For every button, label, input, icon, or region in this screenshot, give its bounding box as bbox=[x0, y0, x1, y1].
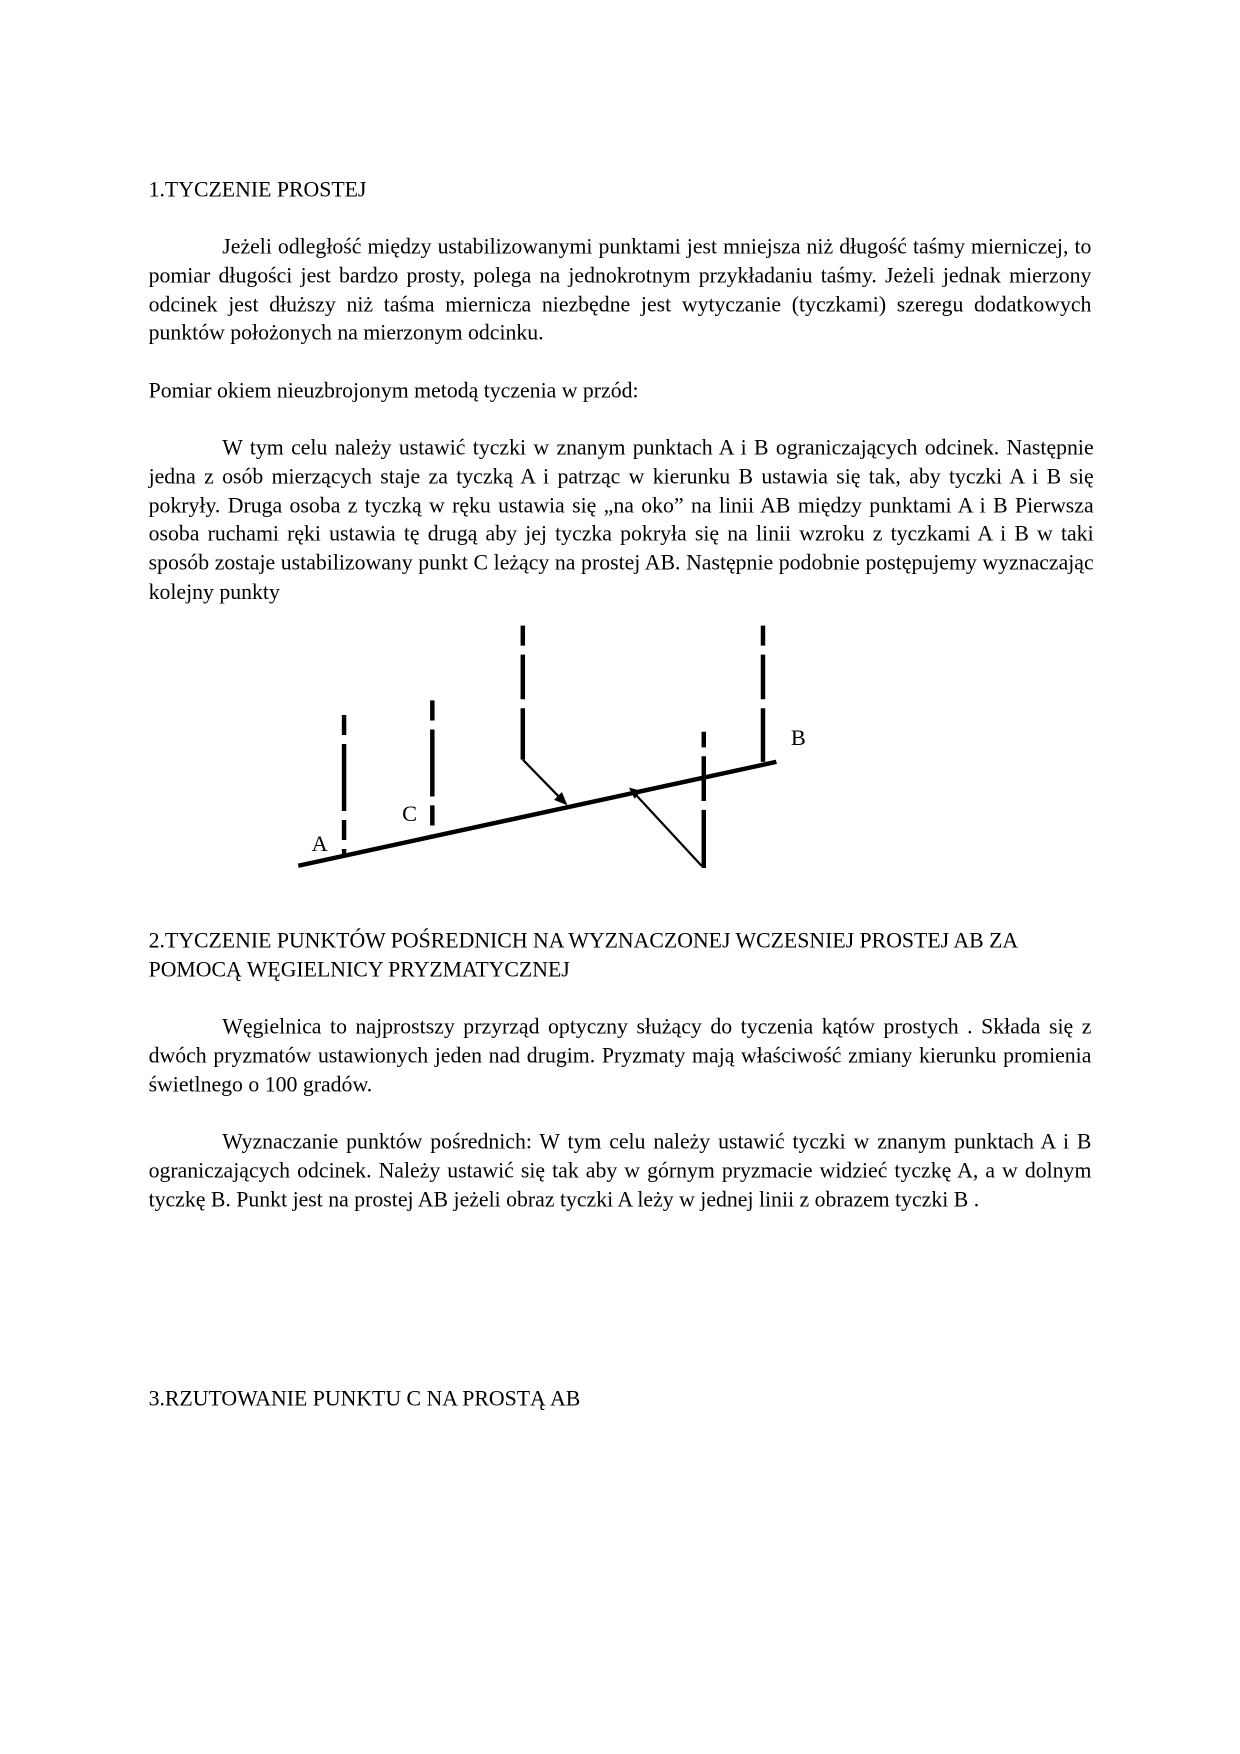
section1-paragraph2: W tym celu należy ustawić tyczki w znanym punktach A i B ograniczających odcinek. Następnie jedna z osób mierzących staje za tyczką A i patrząc w kierunku B ustawia się tak, aby tyczki A i B się pokryły. Druga osoba z tyczką w ręku ustawia się „na oko” na linii AB między punktami A i B Pierwsza osoba ruchami ręki ustawia tę drugą aby jej tyczka pokryła się na linii wzroku z tyczkami A i B w taki sposób zostaje ustabilizowany punkt C leżący na prostej AB. Następnie podobnie postępujemy wyznaczając kolejny punkty bbox=[148, 436, 1094, 605]
section1-subheading: Pomiar okiem nieuzbrojonym metodą tyczenia w przód: bbox=[148, 379, 639, 404]
label-a: A bbox=[311, 831, 328, 857]
section2-heading: 2.TYCZENIE PUNKTÓW POŚREDNICH NA WYZNACZONEJ WCZESNIEJ PROSTEJ AB ZA POMOCĄ WĘGIELNICY PRYZMATYCZNEJ bbox=[148, 929, 1017, 982]
section2-paragraph1: Węgielnica to najprostszy przyrząd optyczny służący do tyczenia kątów prostych . Składa się z dwóch pryzmatów ustawionych jeden nad drugim. Pryzmaty mają właściwość zmiany kierunku promienia świetlnego o 100 gradów. bbox=[148, 1015, 1092, 1097]
section3-heading: 3.RZUTOWANIE PUNKTU C NA PROSTĄ AB bbox=[148, 1387, 581, 1411]
arrow-line-1 bbox=[523, 760, 564, 802]
label-c: C bbox=[402, 801, 418, 827]
section1-paragraph1: Jeżeli odległość między ustabilizowanymi punktami jest mniejsza niż długość taśmy mierniczej, to pomiar długości jest bardzo prosty, polega na jednokrotnym przykładaniu taśmy. Jeżeli jednak mierzony odcinek jest dłuższy niż taśma miernicza niezbędne jest wytyczanie (tyczkami) szeregu dodatkowych punktów położonych na mierzonym odcinku. bbox=[148, 235, 1092, 346]
arrow-line-2 bbox=[632, 791, 701, 866]
section1-heading: 1.TYCZENIE PROSTEJ bbox=[148, 178, 367, 203]
section2-paragraph2: Wyznaczanie punktów pośrednich: W tym celu należy ustawić tyczki w znanym punktach A i B ograniczających odcinek. Należy ustawić się tak aby w górnym pryzmacie widzieć tyczkę A, a w dolnym tyczkę B. Punkt jest na prostej AB jeżeli obraz tyczki A leży w jednej linii z obrazem tyczki B . bbox=[148, 1130, 1092, 1212]
label-b: B bbox=[790, 725, 806, 751]
